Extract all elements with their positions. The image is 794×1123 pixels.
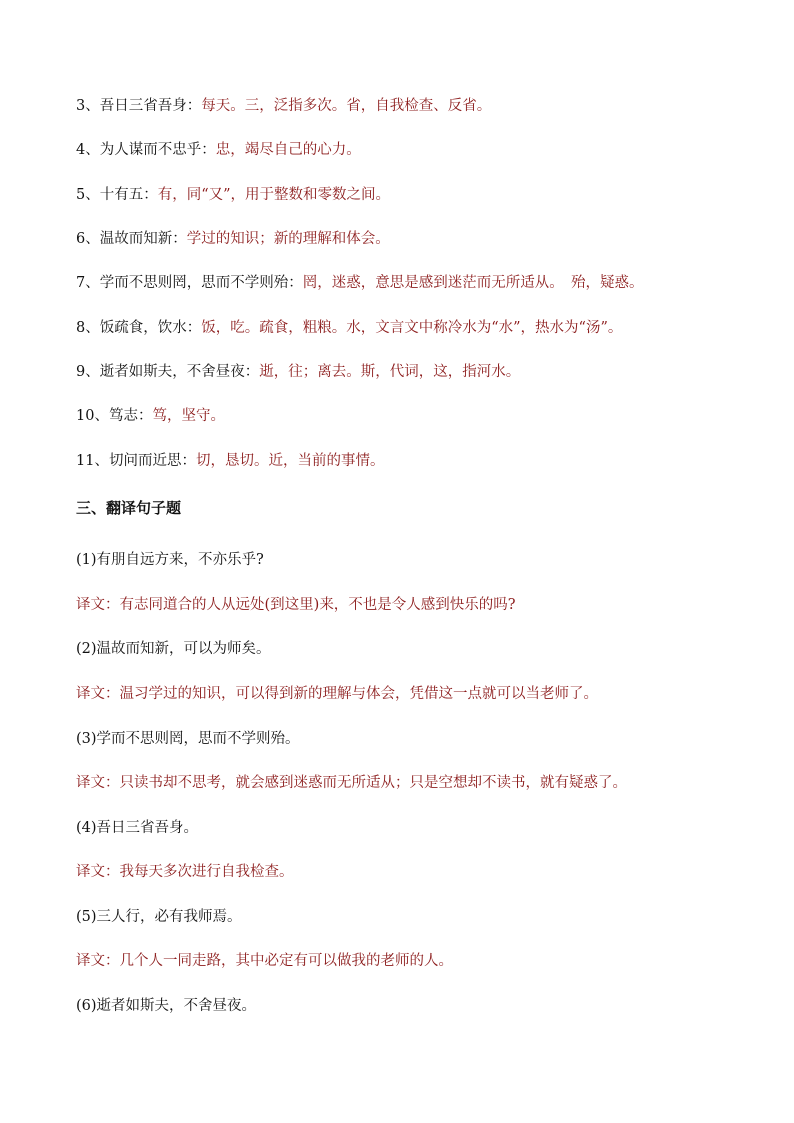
note-explain: 忠，竭尽自己的心力。 [215,142,361,158]
note-term: 11、切问而近思： [76,453,196,469]
translation-1: 译文：有志同道合的人从远处(到这里)来，不也是令人感到快乐的吗? [76,597,516,613]
note-7 [76,273,643,293]
note-10 [76,406,225,426]
sentence-4: (4)吾日三省吾身。 [76,820,199,836]
note-5 [76,185,390,205]
note-explain: 每天。三，泛指多次。省，自我检查、反省。 [201,98,492,114]
note-term: 5、十有五： [76,187,158,203]
note-4 [76,140,361,160]
note-term: 3、吾日三省吾身： [76,98,202,114]
note-explain: 饭，吃。疏食，粗粮。水，文言文中称冷水为“水”，热水为“汤”。 [201,320,623,336]
translation-5: 译文：几个人一同走路，其中必定有可以做我的老师的人。 [76,953,453,969]
note-explain: 逝，往；离去。斯，代词，这，指河水。 [259,364,521,380]
translation-4: 译文：我每天多次进行自我检查。 [76,864,294,880]
section-heading: 三、翻译句子题 [76,499,182,517]
sentence-6: (6)逝者如斯夫，不舍昼夜。 [76,998,257,1014]
note-term: 10、笃志： [76,408,153,424]
translation-2: 译文：温习学过的知识，可以得到新的理解与体会，凭借这一点就可以当老师了。 [76,686,598,702]
note-term: 6、温故而知新： [76,231,187,247]
note-term: 9、逝者如斯夫，不舍昼夜： [76,364,260,380]
sentence-1: (1)有朋自远方来，不亦乐乎? [76,552,264,568]
note-explain: 切，恳切。近，当前的事情。 [195,453,385,469]
note-explain: 有，同“又”，用于整数和零数之间。 [157,187,391,203]
note-11 [76,451,384,471]
sentence-3: (3)学而不思则罔，思而不学则殆。 [76,731,300,747]
note-6 [76,229,390,249]
sentence-2: (2)温故而知新，可以为师矣。 [76,641,271,657]
translation-3: 译文：只读书却不思考，就会感到迷惑而无所适从；只是空想却不读书，就有疑惑了。 [76,775,627,791]
note-term: 7、学而不思则罔，思而不学则殆： [76,275,303,291]
note-9 [76,362,520,382]
sentence-5: (5)三人行，必有我师焉。 [76,909,242,925]
note-term: 4、为人谋而不忠乎： [76,142,216,158]
note-explain: 学过的知识；新的理解和体会。 [186,231,390,247]
note-explain: 罔，迷惑，意思是感到迷茫而无所适从。 殆，疑惑。 [302,275,644,291]
note-8 [76,318,622,338]
note-explain: 笃，坚守。 [152,408,225,424]
note-3 [76,96,491,116]
note-term: 8、饭疏食，饮水： [76,320,202,336]
